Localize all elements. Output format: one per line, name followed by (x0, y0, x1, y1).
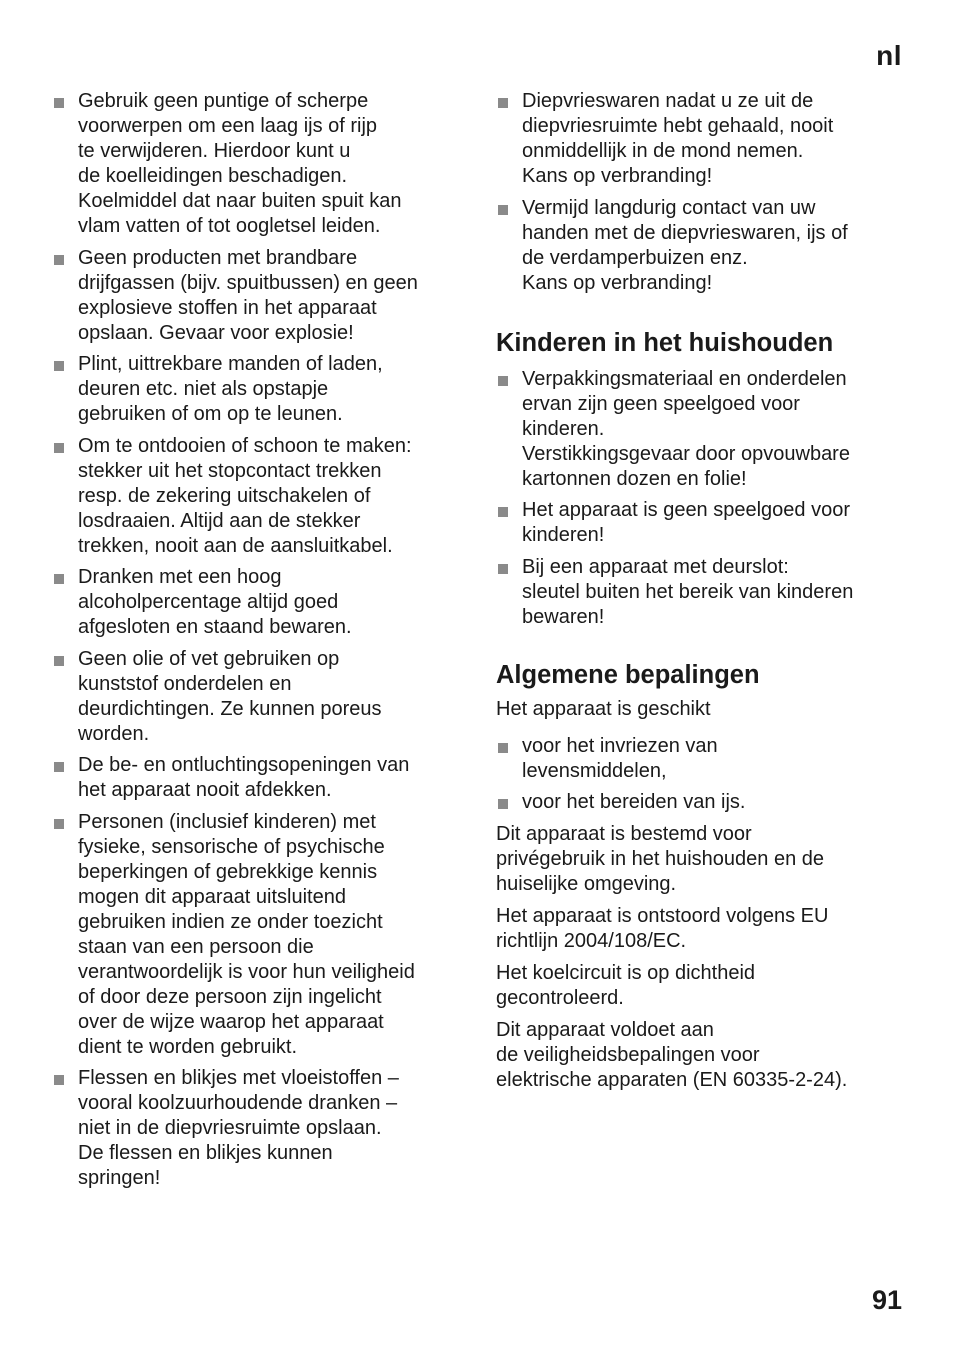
list-item: voor het invriezen van levensmiddelen, (496, 734, 906, 784)
list-item: Geen olie of vet gebruiken op kunststof onderdelen en deurdichtingen. Ze kunnen poreus worden. (52, 647, 456, 747)
list-item: Het apparaat is geen speelgoed voor kinderen! (496, 498, 906, 548)
safety-list (52, 89, 456, 1191)
list-item: Vermijd langdurig contact van uw handen met de diepvrieswaren, ijs of de verdamperbuizen enz. Kans op verbranding! (496, 196, 906, 296)
list-item: Geen producten met brandbare drijfgassen (bijv. spuitbussen) en geen explosieve stoffen in het apparaat opslaan. Gevaar voor explosie! (52, 246, 456, 346)
algemeen-intro: Het apparaat is geschikt (496, 697, 711, 720)
square-bullet-icon (54, 361, 64, 371)
square-bullet-icon (498, 564, 508, 574)
square-bullet-icon (54, 762, 64, 772)
list-item: De be- en ontluchtingsopeningen van het apparaat nooit afdekken. (52, 753, 456, 803)
square-bullet-icon (54, 1075, 64, 1085)
right-column (496, 89, 906, 1100)
square-bullet-icon (498, 376, 508, 386)
square-bullet-icon (54, 574, 64, 584)
square-bullet-icon (498, 205, 508, 215)
square-bullet-icon (498, 799, 508, 809)
frozen-goods-list (496, 89, 906, 296)
list-item: Plint, uittrekbare manden of laden, deuren etc. niet als opstapje gebruiken of om op te leunen. (52, 352, 456, 427)
list-item: Diepvrieswaren nadat u ze uit de diepvriesruimte hebt gehaald, nooit onmiddellijk in de mond nemen. Kans op verbranding! (496, 89, 906, 189)
list-item: Gebruik geen puntige of scherpe voorwerpen om een laag ijs of rijp te verwijderen. Hierdoor kunt u de koelleidingen beschadigen. Koelmiddel dat naar buiten spuit kan vlam vatten of tot oogletsel leiden. (52, 89, 456, 239)
square-bullet-icon (54, 98, 64, 108)
list-item: Om te ontdooien of schoon te maken: stekker uit het stopcontact trekken resp. de zekering uitschakelen of losdraaien. Altijd aan de stekker trekken, nooit aan de aansluitkabel. (52, 434, 456, 559)
paragraph: Dit apparaat voldoet aan de veiligheidsbepalingen voor elektrische apparaten (EN 60335-2-24). (496, 1019, 848, 1091)
square-bullet-icon (54, 443, 64, 453)
square-bullet-icon (498, 507, 508, 517)
list-item: Bij een apparaat met deurslot: sleutel buiten het bereik van kinderen bewaren! (496, 555, 906, 630)
list-item: voor het bereiden van ijs. (496, 790, 906, 815)
list-item: Verpakkingsmateriaal en onderdelen ervan zijn geen speelgoed voor kinderen. Verstikkingsgevaar door opvouwbare kartonnen dozen en folie! (496, 367, 906, 492)
language-tag: nl (876, 40, 902, 71)
algemeen-list (496, 734, 906, 816)
section-heading-kinderen: Kinderen in het huishouden (496, 328, 834, 357)
section-heading-algemeen: Algemene bepalingen (496, 660, 760, 689)
square-bullet-icon (498, 743, 508, 753)
square-bullet-icon (498, 98, 508, 108)
kinderen-list (496, 367, 906, 630)
square-bullet-icon (54, 255, 64, 265)
list-item: Dranken met een hoog alcoholpercentage altijd goed afgesloten en staand bewaren. (52, 565, 456, 640)
list-item: Personen (inclusief kinderen) met fysieke, sensorische of psychische beperkingen of gebrekkige kennis mogen dit apparaat uitsluitend gebruiken indien ze onder toezicht staan van een persoon die verantwoordelijk is voor hun veiligheid of door deze persoon zijn ingelicht over de wijze waarop het apparaat dient te worden gebruikt. (52, 810, 456, 1060)
square-bullet-icon (54, 819, 64, 829)
paragraph: Het apparaat is ontstoord volgens EU richtlijn 2004/108/EC. (496, 905, 829, 952)
paragraph: Dit apparaat is bestemd voor privégebruik in het huishouden en de huiselijke omgeving. (496, 823, 825, 895)
square-bullet-icon (54, 656, 64, 666)
list-item: Flessen en blikjes met vloeistoffen – vooral koolzuurhoudende dranken – niet in de diepvriesruimte opslaan. De flessen en blikjes kunnen springen! (52, 1066, 456, 1191)
page-number: 91 (871, 1285, 902, 1315)
paragraph: Het koelcircuit is op dichtheid gecontroleerd. (496, 962, 756, 1009)
left-column (52, 89, 456, 1198)
